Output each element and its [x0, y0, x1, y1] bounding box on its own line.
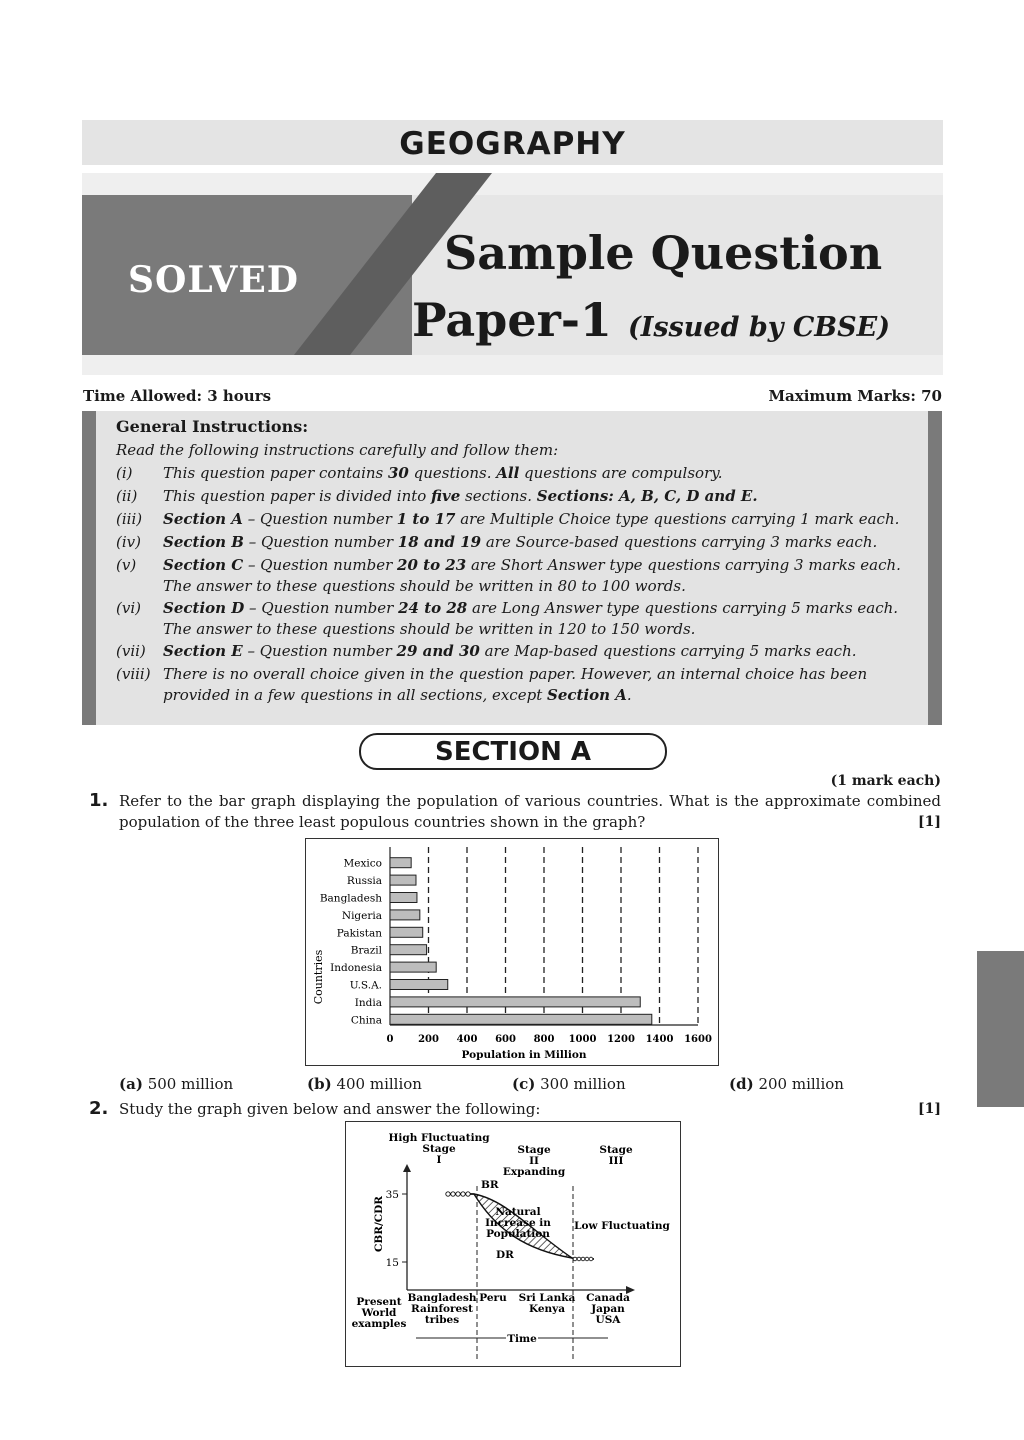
instruction-number: (v) [116, 556, 137, 574]
option-d[interactable]: (d) 200 million [729, 1075, 844, 1093]
fluctuation-marker [446, 1192, 450, 1196]
br-label: BR [481, 1179, 499, 1191]
examples-heading: Present World examples [351, 1296, 407, 1330]
question-2-number: 2. [89, 1098, 109, 1119]
y-axis-label: Countries [312, 949, 325, 1005]
fluctuation-marker [461, 1192, 465, 1196]
instruction-number: (ii) [116, 487, 138, 505]
instruction-item [116, 509, 911, 530]
side-tab [977, 951, 1024, 1107]
bar-nigeria [390, 910, 420, 920]
low-fluctuating-label: Low Fluctuating [574, 1220, 670, 1232]
page-title: Sample Question [444, 226, 883, 280]
y-tick-label: 35 [385, 1189, 399, 1201]
x-tick-label: 400 [456, 1034, 478, 1045]
fluctuation-marker [573, 1257, 577, 1261]
time-allowed: Time Allowed: 3 hours [83, 387, 272, 405]
stage-3-label: Stage III [599, 1144, 633, 1167]
option-b[interactable]: (b) 400 million [307, 1075, 422, 1093]
x-tick-label: 800 [533, 1034, 555, 1045]
instruction-text: Section C – Question number 20 to 23 are Short Answer type questions carrying 3 marks each. The answer to these questions should be written in 80 to 100 words. [163, 556, 901, 595]
example-stage-4: Canada Japan USA [586, 1292, 630, 1326]
issued-by: (Issued by CBSE) [627, 312, 890, 343]
bar-india [390, 997, 640, 1007]
y-axis-label: CBR/CDR [373, 1196, 385, 1252]
example-stage-2: Peru [479, 1292, 507, 1304]
question-2-text: Study the graph given below and answer the following: [119, 1100, 541, 1118]
category-label: China [350, 1014, 382, 1027]
demographic-transition-chart [345, 1121, 681, 1367]
instructions-lead: Read the following instructions carefully and follow them: [116, 441, 559, 459]
instruction-item [116, 598, 911, 640]
instruction-item [116, 463, 911, 484]
x-tick-label: 1600 [684, 1034, 712, 1045]
x-axis-label: Time [507, 1333, 537, 1345]
bar-brazil [390, 945, 427, 955]
instruction-item [116, 486, 911, 507]
question-1-number: 1. [89, 790, 109, 811]
bar-russia [390, 875, 416, 885]
page-subtitle: Paper-1 (Issued by CBSE) [412, 293, 890, 347]
x-tick-label: 1200 [607, 1034, 635, 1045]
bar-pakistan [390, 927, 423, 937]
stage-1-label: High Fluctuating Stage I [388, 1132, 490, 1166]
example-stage-3: Sri Lanka Kenya [518, 1292, 576, 1315]
question-2-mark: [1] [918, 1101, 941, 1117]
category-label: Mexico [343, 857, 382, 870]
option-a[interactable]: (a) 500 million [119, 1075, 234, 1093]
solved-label: SOLVED [128, 259, 299, 301]
subject-title: GEOGRAPHY [399, 126, 626, 162]
instruction-number: (iii) [116, 510, 143, 528]
section-title: SECTION A [359, 733, 667, 770]
section-mark-note: (1 mark each) [830, 773, 941, 789]
instruction-text: There is no overall choice given in the question paper. However, an internal choice has been provided in a few questions in all sections, except Section A. [163, 665, 868, 704]
category-label: U.S.A. [349, 979, 382, 992]
title-banner [82, 173, 943, 375]
natural-increase-label: Natural Increase in Population [485, 1206, 551, 1240]
instruction-number: (vi) [116, 599, 141, 617]
bar-china [390, 1014, 652, 1024]
fluctuation-marker [456, 1192, 460, 1196]
fluctuation-marker [589, 1257, 593, 1261]
population-bar-chart [305, 838, 719, 1066]
x-tick-label: 1000 [568, 1034, 597, 1045]
instructions-box [82, 411, 942, 725]
instructions-heading: General Instructions: [116, 417, 309, 436]
fluctuation-marker [466, 1192, 470, 1196]
instruction-text: This question paper is divided into five sections. Sections: A, B, C, D and E. [163, 487, 758, 505]
fluctuation-marker [577, 1257, 581, 1261]
category-label: India [354, 996, 382, 1009]
category-label: Indonesia [330, 962, 382, 975]
instruction-number: (viii) [116, 665, 151, 683]
max-marks: Maximum Marks: 70 [768, 387, 942, 405]
instruction-text: Section D – Question number 24 to 28 are Long Answer type questions carrying 5 marks each. The answer to these questions should be written in 120 to 150 words. [163, 599, 899, 638]
fluctuation-marker [581, 1257, 585, 1261]
fluctuation-marker [585, 1257, 589, 1261]
x-tick-label: 600 [495, 1034, 516, 1045]
instruction-item [116, 532, 911, 553]
category-label: Brazil [350, 944, 382, 957]
bar-mexico [390, 858, 411, 868]
instruction-number: (vii) [116, 642, 146, 660]
dtm-chart-svg [346, 1122, 680, 1366]
question-1-mark: [1] [918, 814, 941, 830]
x-tick-label: 200 [418, 1034, 439, 1045]
question-1-text: Refer to the bar graph displaying the population of various countries. What is the approximate combined population of the three least populous countries shown in the graph? [119, 792, 941, 831]
y-axis-arrow [403, 1164, 411, 1172]
bar-bangladesh [390, 893, 417, 903]
instruction-number: (i) [116, 464, 133, 482]
instruction-number: (iv) [116, 533, 141, 551]
fluctuation-marker [451, 1192, 455, 1196]
instruction-item [116, 555, 911, 597]
option-c[interactable]: (c) 300 million [512, 1075, 626, 1093]
subject-bar [82, 120, 943, 165]
dr-label: DR [496, 1249, 514, 1261]
x-tick-label: 1400 [645, 1034, 674, 1045]
category-label: Bangladesh [319, 892, 382, 905]
bar-chart-svg [306, 839, 718, 1065]
y-tick-label: 15 [385, 1257, 399, 1269]
instruction-item [116, 641, 911, 662]
stage-2-label: Stage II Expanding [502, 1144, 566, 1178]
bar-usa [390, 980, 448, 990]
category-label: Pakistan [336, 927, 382, 940]
x-axis-label: Population in Million [461, 1049, 587, 1061]
instruction-text: Section A – Question number 1 to 17 are Multiple Choice type questions carrying 1 mark each. [163, 510, 900, 528]
category-label: Russia [346, 875, 382, 888]
instruction-text: This question paper contains 30 questions. All questions are compulsory. [163, 464, 723, 482]
category-label: Nigeria [341, 909, 382, 922]
bar-indonesia [390, 962, 436, 972]
instruction-text: Section E – Question number 29 and 30 are Map-based questions carrying 5 marks each. [163, 642, 857, 660]
instruction-item [116, 664, 911, 706]
x-tick-label: 0 [386, 1034, 394, 1045]
instruction-text: Section B – Question number 18 and 19 are Source-based questions carrying 3 marks each. [163, 533, 878, 551]
example-stage-1: Bangladesh Rainforest tribes [407, 1292, 477, 1326]
